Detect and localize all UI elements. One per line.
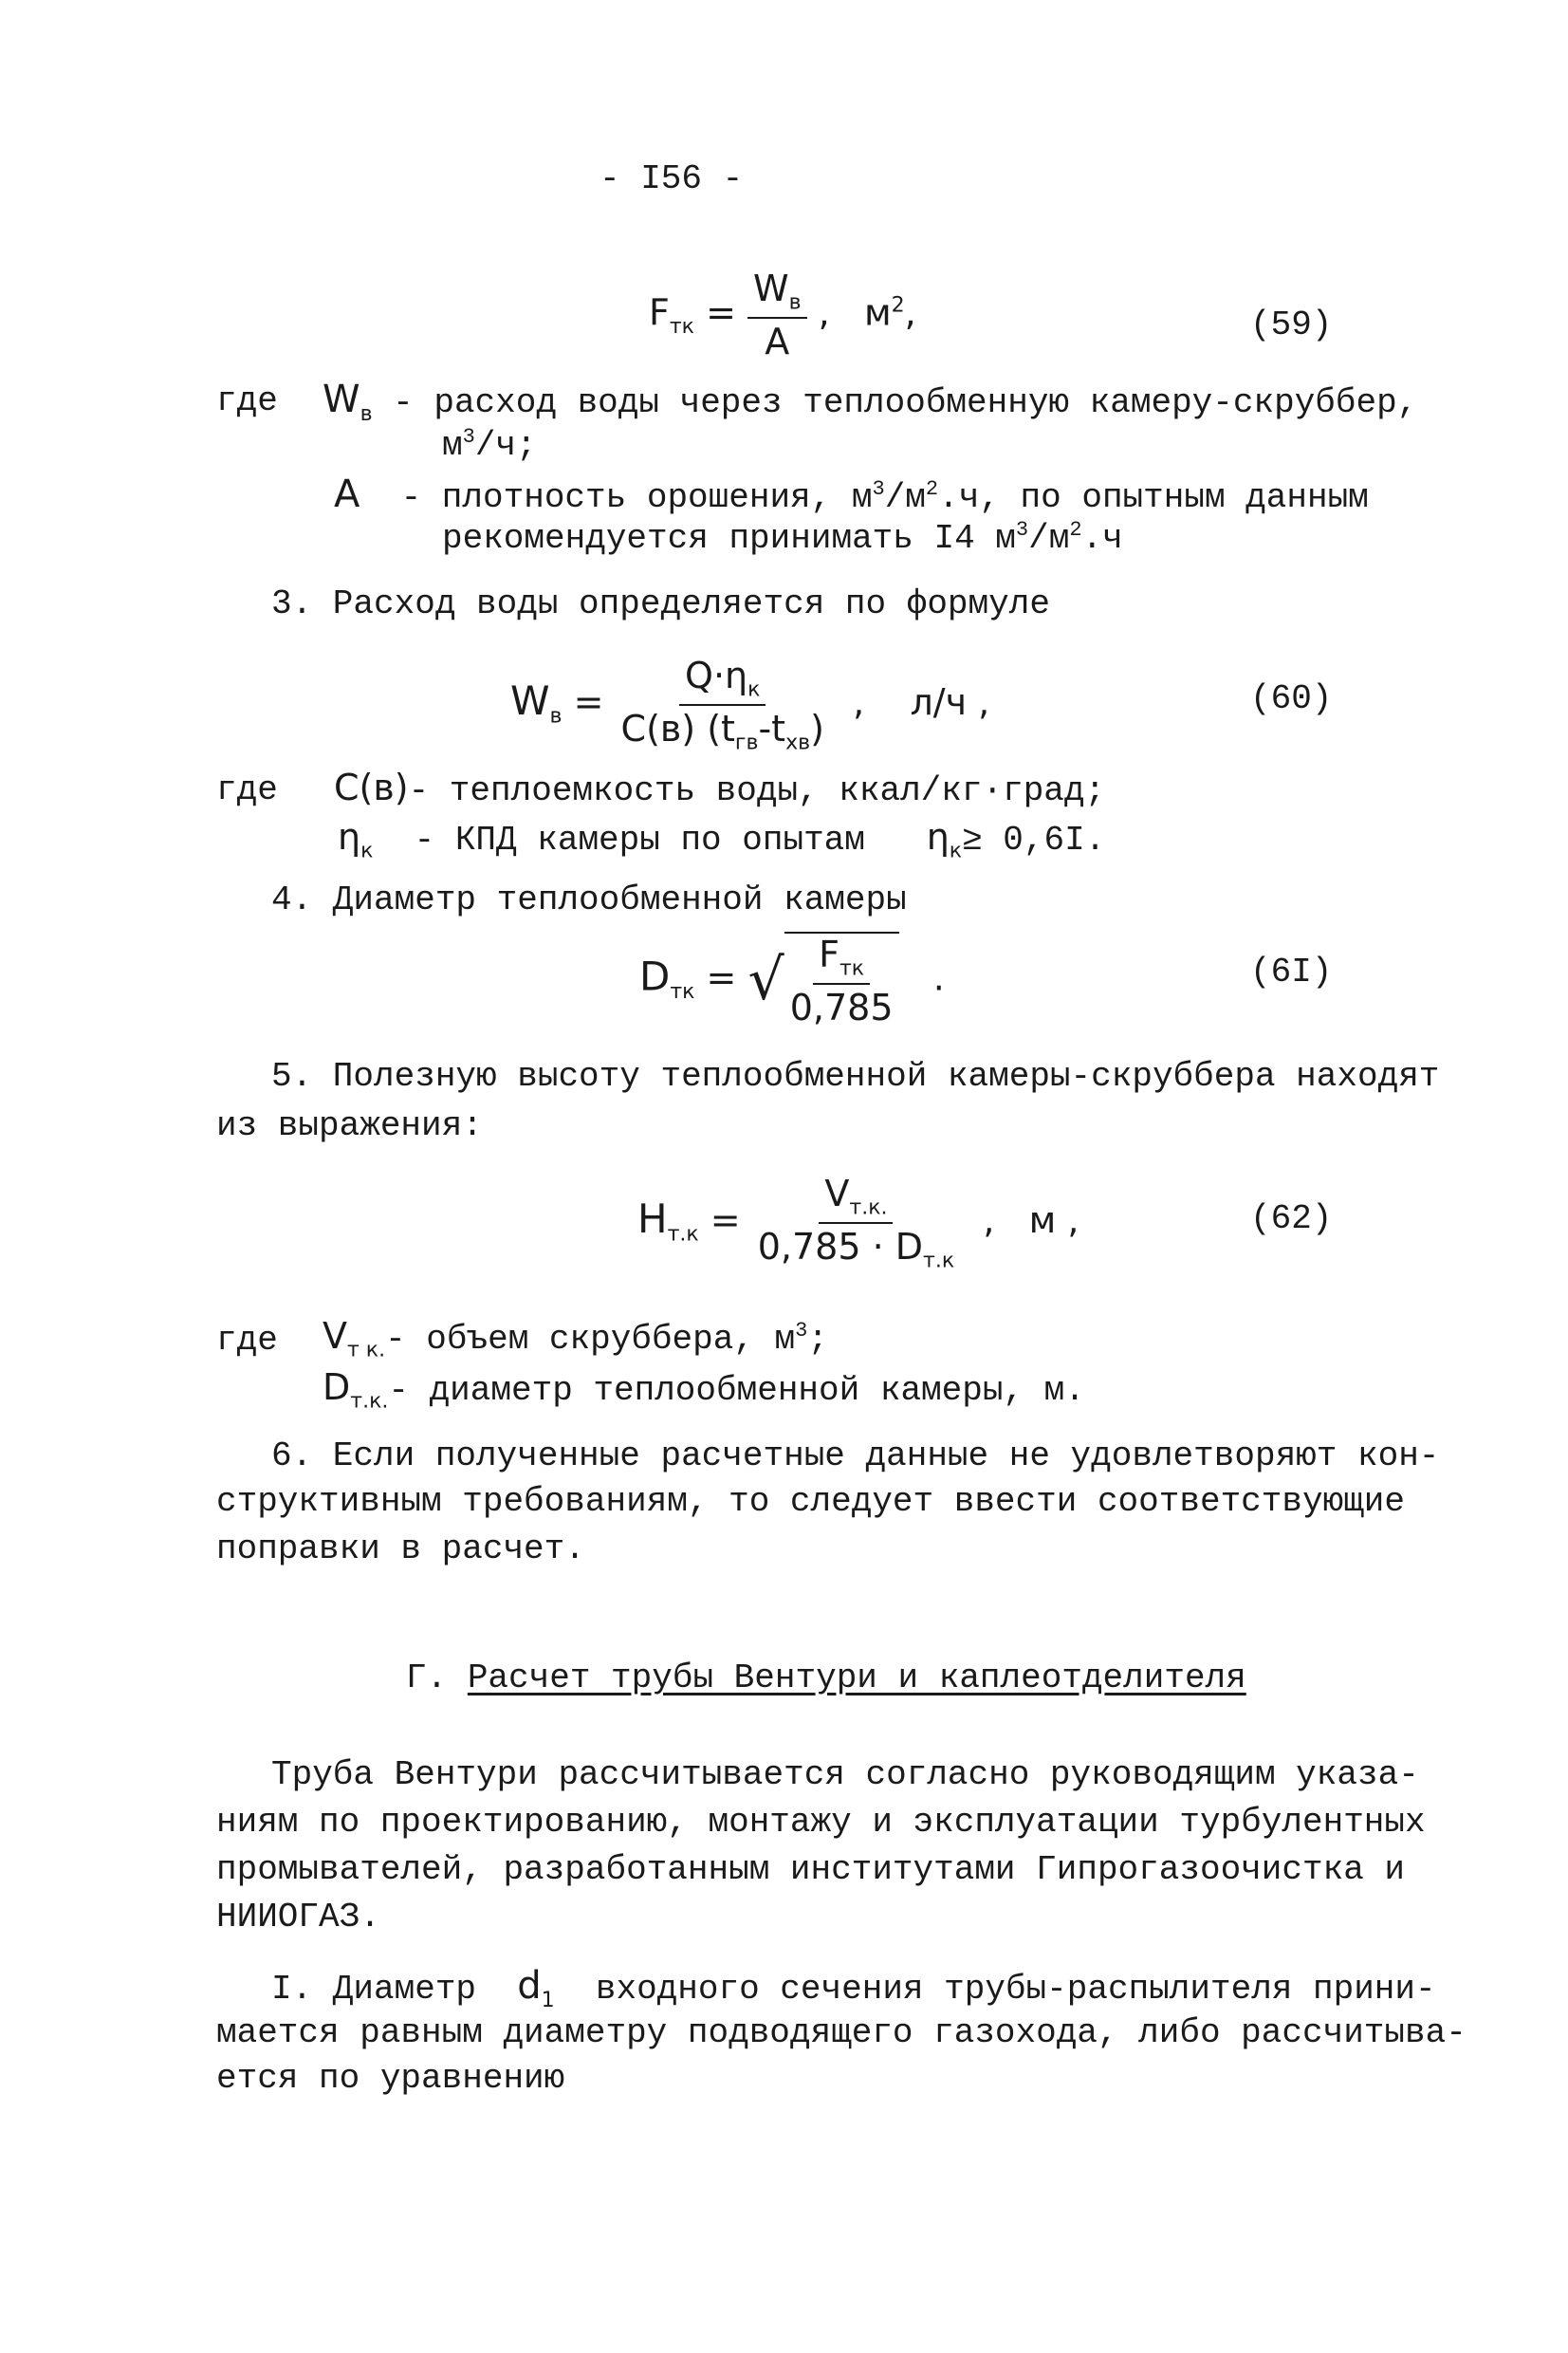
item-6-line2: структивным требованиям, то следует ввести соответствующие	[216, 1482, 1406, 1521]
where-label-60: где	[216, 770, 278, 809]
item-3: 3. Расход воды определяется по формуле	[271, 584, 1050, 623]
where-label-59: где	[216, 381, 278, 420]
formula-60: $W_в$ = $\frac{Q\cdot\eta_к}{C(в) (t_{гв}-t_{хв})}$ , л/ч ,	[510, 655, 990, 755]
item-I-line1: I. Диаметр $d_1$ входного сечения трубы-распылителя прини-	[271, 1964, 1436, 2012]
formula-59: $F_{тк}$ = $\frac{W_в}{A}$ , $м^2$,	[649, 268, 916, 362]
formula-61-fraction: $\frac{F_{тк}}{0,785}$	[784, 932, 899, 1028]
page-number: - I56 -	[600, 159, 744, 198]
def-eta-line: $\eta_к$ - КПД камеры по опытам $\eta_к\ge 0,6I$.	[338, 816, 1106, 863]
formula-62-number: (62)	[1250, 1199, 1333, 1238]
formula-59-number: (59)	[1250, 306, 1333, 344]
formula-62-fraction: $\frac{V_{т.к.}}{0,785 \cdot D_{т.к}}$	[757, 1173, 955, 1273]
item-5-line1: 5. Полезную высоту теплообменной камеры-скруббера находят	[271, 1057, 1440, 1096]
section-title: Расчет трубы Вентури и каплеотделителя	[467, 1658, 1246, 1697]
section-heading	[406, 1658, 1246, 1697]
where-label-62: где	[216, 1321, 278, 1360]
para-line4: НИИОГАЗ.	[216, 1898, 380, 1936]
def-a-line: A - плотность орошения, $м^3/м^2.ч$, по опытным данным	[334, 472, 1369, 517]
def-w-unit: $м^3/ч$;	[442, 425, 537, 465]
section-letter: Г.	[406, 1658, 448, 1697]
para-line1: Труба Вентури рассчитывается согласно руководящим указа-	[271, 1755, 1419, 1794]
para-line2: ниям по проектированию, монтажу и эксплуатации турбулентных	[216, 1803, 1426, 1842]
def-a-line2: рекомендуется принимать I4 $м^3/м^2.ч$	[442, 518, 1123, 558]
item-I-line3: ется по уравнению	[216, 2059, 565, 2098]
formula-62: $H_{т.к}$ = $\frac{V_{т.к.}}{0,785 \cdot D_{т.к}}$ , м ,	[637, 1173, 1079, 1273]
para-line3: промывателей, разработанным институтами Гипрогазоочистка и	[216, 1850, 1406, 1889]
item-I-line2: мается равным диаметру подводящего газохода, либо рассчитыва-	[216, 2013, 1467, 2052]
def-c-line: C(в)- теплоемкость воды, ккал/кг·град;	[334, 767, 1106, 810]
formula-61: $D_{тк}$ = √ $\frac{F_{тк}}{0,785}$ .	[639, 934, 945, 1028]
item-6-line3: поправки в расчет.	[216, 1529, 585, 1568]
sqrt-icon: √	[747, 946, 784, 1013]
formula-60-fraction: $\frac{Q\cdot\eta_к}{C(в) (t_{гв}-t_{хв})}$	[620, 655, 824, 755]
item-4: 4. Диаметр теплообменной камеры	[271, 880, 907, 919]
formula-59-fraction: $\frac{W_в}{A}$	[747, 268, 807, 362]
item-6-line1: 6. Если полученные расчетные данные не удовлетворяют кон-	[271, 1436, 1440, 1475]
formula-60-number: (60)	[1250, 679, 1333, 718]
item-5-line2: из выражения:	[216, 1106, 483, 1145]
formula-61-number: (6I)	[1250, 953, 1333, 991]
def-v-line: $V_{т к.}-$ объем скруббера, $м^3$;	[323, 1315, 828, 1362]
def-d-line: $D_{т.к.}-$ диаметр теплообменной камеры, м.	[323, 1366, 1085, 1414]
def-w-line: $W_в$ - расход воды через теплообменную камеру-скруббер,	[323, 378, 1418, 426]
